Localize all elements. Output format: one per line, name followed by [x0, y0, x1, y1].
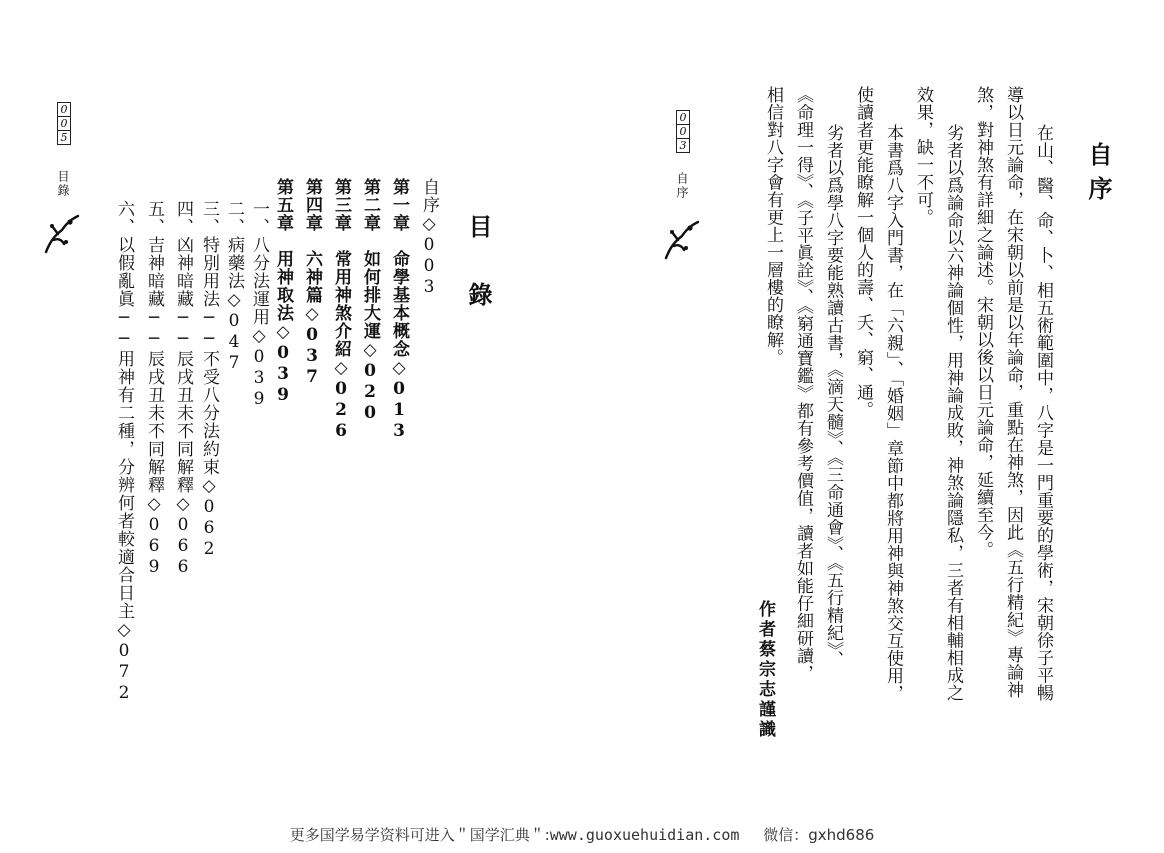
- preface-line: 效果，缺一不可。: [913, 86, 933, 226]
- plum-blossom-icon: [660, 218, 702, 260]
- toc-title: 目錄: [464, 214, 493, 350]
- footer-text: 更多国学易学资料可进入＂国学汇典＂:: [289, 826, 550, 844]
- page-digit: 0: [676, 110, 690, 124]
- toc-entry[interactable]: 第四章 六神篇◇037: [302, 178, 322, 388]
- preface-line: 劣者以爲論命以六神論個性，用神論成敗，神煞論隱私，三者有相輔相成之: [943, 124, 963, 702]
- running-head: 自序: [675, 172, 689, 200]
- preface-title: 自序: [1084, 142, 1113, 210]
- toc-entry[interactable]: 第二章 如何排大運◇020: [360, 178, 380, 424]
- preface-line: 使讀者更能瞭解一個人的壽、夭、窮、通。: [853, 86, 873, 419]
- toc-entry[interactable]: 第三章 常用神煞介紹◇026: [331, 178, 351, 442]
- page-digit: 0: [57, 102, 71, 116]
- toc-entry[interactable]: 第一章 命學基本概念◇013: [389, 178, 409, 442]
- toc-entry[interactable]: 五、吉神暗藏──辰戌丑未不同解釋◇069: [144, 200, 164, 578]
- preface-line: 導以日元論命，在宋朝以前是以年論命，重點在神煞，因此《五行精紀》專論神: [1003, 86, 1023, 699]
- toc-entry[interactable]: 六、以假亂眞──用神有二種，分辨何者較適合日主◇072: [114, 200, 134, 704]
- preface-signature: 作者蔡宗志謹識: [755, 600, 775, 740]
- preface-line: 相信對八字會有更上一層樓的瞭解。: [763, 86, 783, 366]
- toc-entry[interactable]: 四、凶神暗藏──辰戌丑未不同解釋◇066: [173, 200, 193, 578]
- running-head: 目錄: [56, 170, 70, 198]
- toc-entry[interactable]: 自序◇003: [419, 178, 439, 298]
- plum-blossom-icon: [40, 212, 82, 254]
- page-digit: 3: [676, 138, 690, 153]
- preface-line: 《命理一得》、《子平眞詮》、《窮通寶鑑》都有參考價值，讀者如能仔細研讀，: [793, 86, 813, 682]
- footer-url[interactable]: www.guoxuehuidian.com: [549, 826, 740, 844]
- toc-entry[interactable]: 三、特別用法──不受八分法約束◇062: [199, 200, 219, 560]
- page-number-005: [57, 102, 71, 145]
- toc-entry[interactable]: 二、病藥法◇047: [224, 200, 244, 374]
- toc-entry[interactable]: 一、八分法運用◇039: [249, 200, 269, 410]
- preface-line: 本書爲八字入門書，在「六親」、「婚姻」章節中都將用神與神煞交互使用，: [883, 124, 903, 702]
- page-number-003: [676, 110, 690, 153]
- preface-line: 劣者以爲學八字要能熟讀古書，《滴天髓》、《三命通會》、《五行精紀》、: [823, 124, 843, 668]
- footer-watermark: [0, 824, 1164, 845]
- footer-wechat: 微信：gxhd686: [763, 826, 875, 844]
- page-digit: 5: [57, 130, 71, 145]
- toc-entry[interactable]: 第五章 用神取法◇039: [273, 178, 293, 406]
- preface-line: 煞，對神煞有詳細之論述。宋朝以後以日元論命，延續至今。: [973, 86, 993, 559]
- page-digit: 0: [676, 124, 690, 138]
- preface-line: 在山、醫、命、卜、相五術範圍中，八字是一門重要的學術，宋朝徐子平暢: [1033, 124, 1053, 702]
- page-digit: 0: [57, 116, 71, 130]
